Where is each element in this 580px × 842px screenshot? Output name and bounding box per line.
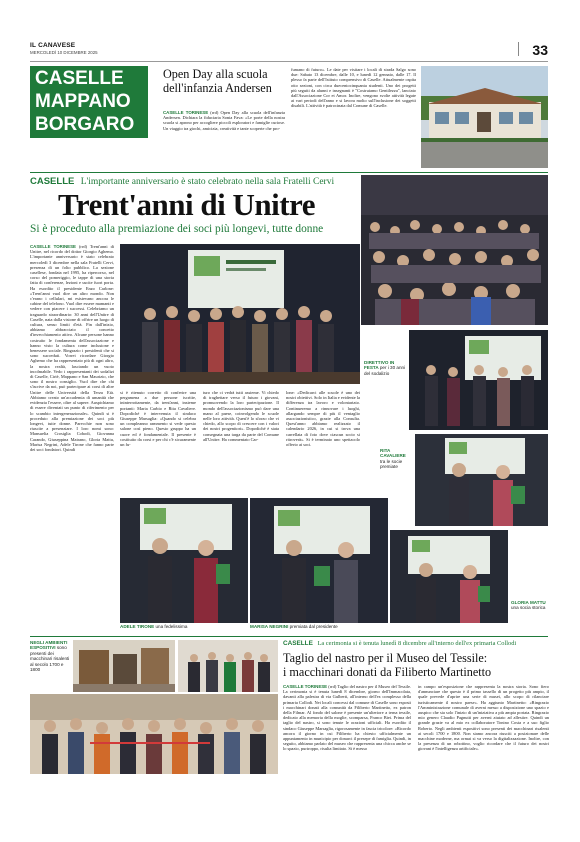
tessile-col2	[418, 684, 549, 806]
marisa-photo	[250, 498, 388, 623]
unitre-dateline: CASELLE TORINESE	[30, 244, 76, 249]
tessile-kicker-place: CASELLE	[283, 640, 313, 647]
town-caselle: CASELLE	[35, 68, 124, 89]
negli-caption-title: NEGLI AMBIENTI ESPOSITIVI	[30, 640, 68, 651]
unitre-title: Trent'anni di Unitre	[58, 187, 315, 222]
direttivo-caption-title: DIRETTIVO IN FESTA	[364, 360, 395, 371]
unitre-col1	[30, 244, 114, 641]
unitre-col3	[203, 390, 279, 492]
machinery-image	[73, 640, 175, 692]
tessile-title	[283, 651, 549, 679]
marisa-caption-text: premiata dal presidente	[289, 624, 338, 629]
unitre-subtitle: Si è proceduto alla premiazione dei soci più longevi, tutte donne	[30, 223, 324, 235]
page-number: 33	[532, 42, 548, 58]
marisa-caption	[250, 624, 388, 629]
open-day-col2	[291, 67, 416, 168]
page-header	[30, 40, 548, 60]
gloria-photo	[390, 530, 508, 623]
rita-photo	[415, 434, 548, 526]
school-building-image	[421, 66, 548, 168]
marisa-image	[250, 498, 388, 623]
unitre-text-4: lone: «Dedicarci alle scuole è uno dei nostri obiettivi. Solo in Italia e evidente la differenza tra lavoro e volontariato. Continueremo a rinnovare i luoghi, allargando sempre di più il ventaglio associazionistico, grazie alla Consulta. Quest'anno abbiamo realizzato il calendario 2026, in cui si trova una carrellata di foto dove ciascun socio si ritroverà». Si è terminato uno spettacolo offerto ai soci.	[286, 390, 360, 448]
direttivo-photo	[409, 330, 548, 430]
open-day-byline: (rrd)	[210, 110, 219, 115]
unitre-text-2: si è ritenuto corretto di conferire una pergamena a due persone iscritte, ininterrottamente, da trent'anni, insieme portanti: Maria Carbio e Rita Cavaliere. Dopodiché è intervenuta il sindaco Giuseppe Marsaglia: «Quando si celebra un compleanno rammento si vede questo salone così pieno. Questo gruppo ha un cuore ed è fondamentale. Il presente è costituito da corsi e per chi c'è sicuramente un fu-	[120, 390, 196, 448]
tessile-kicker	[283, 640, 549, 648]
tessile-text-1: (rrd) Taglio del nastro per il Museo del Tessile. La cerimonia si è tenuta lunedì 8 dicembre, giorno dell'Immacolata, davanti alla palestra di via Gulberti, all'interno dell'ex complesso della primaria Collodi. Nei locali concessi dal comune di Caselle sono esposti i macchinari donati alla comunità da Filiberto Martinetto, ex patron della Filmar. Al fondo del salone è presente un'ulteriore a terna tessile, dedicato alla memoria della moglie, scomparsa, Franco Biei. Prima del taglio del nastro, si sono tenute le orazioni ufficiali. Ha esordito il sindaco Giuseppe Marsaglia, rigorosamente in fascia tricolore: «Ricordo ancora il giorno in cui Filiberto ha chiesto ufficialmente un appuntamento in municipio per donarci il presepe di famiglia. Quindi, in seguito, abbiamo parlato del museo che rappresenta una chicca anche se lo spazio, purtroppo, risulta limitato. Si è messo	[283, 684, 411, 752]
ceremony-photo	[178, 640, 278, 692]
open-day-title: Open Day alla scuola dell'infanzia Andersen	[163, 67, 272, 95]
tessile-title-line2: i macchinari donati da Filiberto Martinetto	[283, 665, 492, 679]
rita-image	[415, 434, 548, 526]
tessile-top-rule	[30, 636, 548, 637]
adele-photo	[120, 498, 248, 623]
school-photo	[421, 66, 548, 168]
town-mappano: MAPPANO	[35, 91, 131, 112]
adele-caption-title: ADELE TIRONE	[120, 624, 155, 629]
unitre-kicker-text: L'importante anniversario è stato celebrato nella sala Fratelli Cervi	[80, 177, 335, 187]
header-date: MERCOLEDÌ 10 DICEMBRE 2025	[30, 50, 98, 55]
negli-caption-text: sono presenti dei macchinari risalenti al secolo 1700 e 1800	[30, 645, 70, 673]
unitre-text-1: (rrd) Trent'anni di Unitre, nel ricordo del dottor Giorgio Aghemo. L'importante anniversario è stato celebrato mercoledì 3 dicembre nella sala Fratelli Cervi, presenza di un folto pubblico. La sezione casellese, fondata nel 1995, ha ripercorso, nel corso del pomeriggio, le tappe di una storia fatta di conferenze, lezioni e uscite fuori porta. Ha esordito il presidente Enzo Carlone: «Trent'anni vuol dire un altro mondo. Non c'erano i cellulari, mi esistevano ancora le cabine del telefono. Vuol dire essere mamanti e vedere con piacere i successi. Celebriamo un traguardo straordinario: 30 anni dell'Unitre di Caselle, nata dalla visione di offrire un luogo di cultura, senso limiti d'età. Fin dall'inizio, abbiamo abbracciato il concetto d'invecchiamento attivo. Alcune persone hanno costruito le fondamenta dell'associazione e hanno visto la cultura come inclusione e benessere sociale. Ringrazio i presidenti che si sono succeduti. Vorrei ricordare Giorgio Aghemo che ha rappresentato più di ogni altro, la nostra realtà, lasciando un vuoto incolmabile. Vedo i rappresentanti dei sodalizi di Caselle, Ciriè, Mappano e San Maurizio, che sono il nostro consiglio. Vuol dire che chi s'iscrive da noi, può partecipare ai corsi di altre Unitre delle Università della Terza Età. Abbiamo creato un'accademia di umanità che evidenzia l'essere, oltre al sapere. Auspichiamo di essere diventati un punto di riferimento per lo scambio intergenerazionale». Quindi si è proceduto alla premiazione dei soci più longevi, tutte donne. Parecchie non sono riuscite a presenziare. I loro nomi sono: Mansuelia Crosiglia Cobodi, Giovanna Carando, Giuseppina Mairano, Gloria Mattu, Marisa Negrini, Adele Tirone che fanno parte dei soci fondatori. Quindi	[30, 244, 114, 452]
adele-image	[120, 498, 248, 623]
tessile-title-line1: Taglio del nastro per il Museo del Tessile:	[283, 651, 488, 665]
direttivo-caption	[364, 360, 406, 376]
header-rule	[30, 61, 548, 62]
adele-caption-text: una fedelissima	[155, 624, 188, 629]
gloria-image	[390, 530, 508, 623]
ribbon-image	[30, 694, 278, 774]
group-photo	[120, 244, 360, 384]
header-section: IL CANAVESE	[30, 42, 76, 49]
ceremony-image	[178, 640, 278, 692]
ribbon-photo	[30, 694, 278, 774]
audience-image	[361, 175, 548, 325]
unitre-text-3: turo che ci vedrà tutti assieme. Vi chiedo di traghettare verso il futuro i giovani, promuovendo la loro partecipazione. Il mondo dell'associazionismo può dare una mano al paese, coinvolgendo le scuole nelle loro attività. Quest'è lo sforzo che vi chiedo, allo scopo di crescere con i valori dei nostri progenitori». Dopodiché è stata consegnata una targa da parte del Comune all'Unitre. Ha commentato Car-	[203, 390, 279, 442]
negli-caption	[30, 640, 70, 672]
town-borgaro: BORGARO	[35, 114, 135, 135]
town-block	[30, 66, 148, 138]
tessile-kicker-text: La cerimonia si è tenuta lunedì 8 dicembre all'interno dell'ex primaria Collodi	[317, 640, 517, 647]
tessile-dateline: CASELLE TORINESE	[283, 684, 328, 689]
adele-caption	[120, 624, 248, 629]
machinery-photo	[73, 640, 175, 692]
unitre-col2	[120, 390, 196, 492]
header-divider	[518, 42, 519, 56]
tessile-text-2: in campo un'esposizione che rappresenta la nostra storia. Sono fiero d'annunciare che questo è il primo tassello di un progetto più ampio, il quale prevede d'aprire una serie di musei, allo scopo di rilanciare turisticamente il nostro paese». Ha aggiunto Martinetto: «Ringrazio l'Amministrazione comunale di averni messo a disposizione uno spazio e auspico che sia solo l'inizio di un'iniziativa a più ampia portata. Ringrazio mio genero Claudio Pagnutti per averni aiutato ad allestire. Quindi un grande grazie va al mio ex collaboratore Tonino Costa e a suo figlio Roberto. Negli ambienti espositivi sono presenti dei macchinari risalenti ai secoli 1700 e 1800. Non siamo ancora riusciti a posizionare delle macchine moderne, ma ormai si va verso la digitalizzazione. Inoltre, con la presenza di un robottino, voglio ricordare che il futuro dei nostri giovani è l'intelligenza artificiale».	[418, 684, 549, 752]
open-day-dateline: CASELLE TORINESE	[163, 110, 209, 115]
rita-caption-title: RITA CAVALIERE	[380, 448, 406, 459]
open-day-text-2: fumano di futuro». Le date per visitare i locali di strada Salgo sono due: Sabato 13 dicembre, dalle 10, e lunedì 12 gennaio, dalle 17. Il plesso fa parte dell'Istituto comprensivo di Caselle. Attualmente ospita otto sezioni, con circa duecentocinquanta studenti. Uno dei progetti più seguiti da alunni e insegnanti è "Costruiamo Gentilezza", lanciato dall'Associazione Cor et Amor. Inoltre, vengono svolte attività legate ai vari periodi dell'anno e si lavora molto sull'inclusione dei soggetti disabili. L'attività è patrocinata dal Comune di Caselle.	[291, 67, 416, 109]
gloria-caption	[511, 600, 549, 611]
open-day-col1	[163, 110, 285, 168]
gloria-caption-text: una socia storica	[511, 605, 546, 611]
tessile-col1	[283, 684, 411, 806]
rita-caption	[380, 448, 412, 470]
unitre-kicker-place: CASELLE	[30, 176, 75, 187]
unitre-col4	[286, 390, 360, 492]
gloria-caption-title: GLORIA MATTU	[511, 600, 546, 605]
rita-caption-text: tra le socie premiate	[380, 458, 403, 470]
open-day-text-1: Open Day alla scuola dell'infanzia Andersen. Dichiara la fiduciaria Sonia Fava: «Le porte della nostra scuola si aprono per accogliere piccoli esploratori e famiglie curiose. Un viaggio tra giochi, amicizia, creatività e tante scoperte che pro-	[163, 110, 285, 131]
marisa-caption-title: MARISA NEGRINI	[250, 624, 289, 629]
unitre-top-rule	[30, 172, 548, 173]
direttivo-caption-text: per i 30 anni del sodalizio	[364, 365, 406, 376]
group-image	[120, 244, 360, 384]
direttivo-image	[409, 330, 548, 430]
audience-photo	[361, 175, 548, 325]
